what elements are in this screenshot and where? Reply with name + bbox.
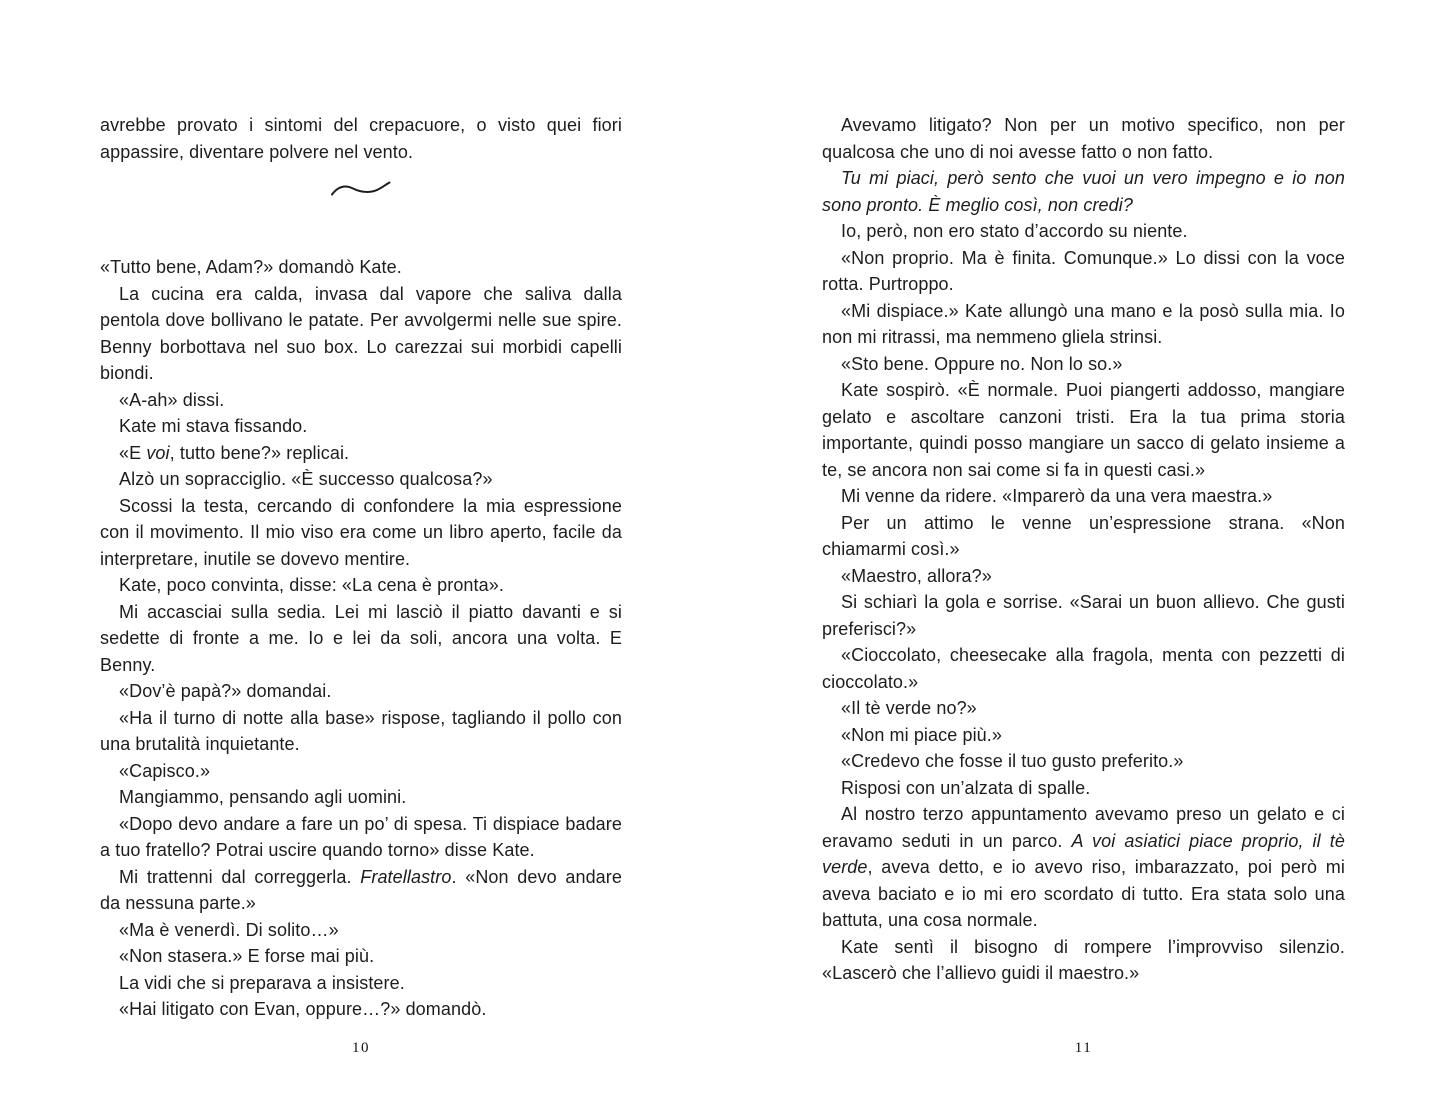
paragraph bbox=[822, 775, 1345, 802]
text-run: Kate sospirò. «È normale. Puoi piangerti addosso, mangiare gelato e ascoltare canzoni tristi. Era la tua prima storia importante, quindi posso mangiare un sacco di gelato insieme a te, se ancora non sai come si fa in questi casi.» bbox=[822, 380, 1345, 480]
paragraph bbox=[100, 864, 622, 917]
paragraph bbox=[822, 748, 1345, 775]
text-run: «Tutto bene, Adam?» domandò Kate. bbox=[100, 257, 402, 277]
text-run: «A-ah» dissi. bbox=[119, 389, 225, 410]
text-run: Avevamo litigato? Non per un motivo specifico, non per qualcosa che uno di noi avesse fatto o non fatto. bbox=[822, 115, 1345, 162]
text-run: Si schiarì la gola e sorrise. «Sarai un buon allievo. Che gusti preferisci?» bbox=[822, 592, 1345, 639]
text-run: «Dopo devo andare a fare un po’ di spesa. Ti dispiace badare a tuo fratello? Potrai uscire quando torno» disse Kate. bbox=[100, 813, 622, 860]
text-run: «E bbox=[119, 442, 147, 463]
paragraph bbox=[100, 493, 622, 573]
text-run: Mi accasciai sulla sedia. Lei mi lasciò il piatto davanti e si sedette di fronte a me. Io e lei da soli, ancora una volta. E Benny. bbox=[100, 601, 622, 675]
paragraph bbox=[100, 678, 622, 705]
text-run: «Il tè verde no?» bbox=[841, 698, 977, 718]
paragraph bbox=[100, 784, 622, 811]
text-run: La cucina era calda, invasa dal vapore che saliva dalla pentola dove bollivano le patate. Per avvolgermi nelle sue spire. Benny borbottava nel suo box. Lo carezzai sui morbidi capelli biondi. bbox=[100, 283, 622, 383]
text-run: Alzò un sopracciglio. «È successo qualcosa?» bbox=[119, 469, 493, 489]
text-run: Mangiammo, pensando agli uomini. bbox=[119, 787, 407, 807]
text-run: «Hai litigato con Evan, oppure…?» domandò. bbox=[119, 999, 487, 1019]
right-page-text bbox=[822, 112, 1345, 987]
text-run: «Dov’è papà?» domandai. bbox=[119, 681, 332, 701]
paragraph bbox=[822, 589, 1345, 642]
text-run: , tutto bene?» replicai. bbox=[169, 442, 350, 463]
paragraph bbox=[100, 943, 622, 970]
text-run: «Non mi piace più.» bbox=[841, 724, 1002, 745]
paragraph bbox=[100, 758, 622, 785]
paragraph bbox=[100, 281, 622, 387]
paragraph bbox=[822, 377, 1345, 483]
text-run: «Ha il turno di notte alla base» rispose, tagliando il pollo con una brutalità inquietante. bbox=[100, 707, 622, 754]
paragraph bbox=[822, 351, 1345, 378]
text-run: Per un attimo le venne un’espressione strana. «Non chiamarmi così.» bbox=[822, 512, 1345, 559]
left-page-text bbox=[100, 112, 622, 1023]
text-run: «Sto bene. Oppure no. Non lo so.» bbox=[841, 353, 1123, 374]
text-run: . «Non devo andare da nessuna parte.» bbox=[100, 866, 622, 913]
scene-break-divider bbox=[100, 165, 622, 254]
text-run: Mi trattenni dal correggerla. bbox=[119, 866, 361, 887]
paragraph bbox=[100, 387, 622, 414]
text-run: Kate, poco convinta, disse: «La cena è pronta». bbox=[119, 575, 504, 595]
paragraph bbox=[822, 934, 1345, 987]
paragraph bbox=[100, 705, 622, 758]
paragraph bbox=[822, 165, 1345, 218]
text-run: Al nostro terzo appuntamento avevamo preso un gelato e ci eravamo seduti in un parco. bbox=[822, 804, 1345, 851]
text-run: Risposi con un’alzata di spalle. bbox=[841, 777, 1091, 798]
italic-text-run: Fratellastro bbox=[360, 866, 452, 887]
paragraph bbox=[100, 970, 622, 997]
page-number-right: 11 bbox=[1074, 1040, 1093, 1056]
paragraph bbox=[822, 801, 1345, 934]
text-run: «Capisco.» bbox=[119, 760, 211, 781]
text-run: Kate sentì il bisogno di rompere l’improvviso silenzio. «Lascerò che l’allievo guidi il maestro.» bbox=[822, 936, 1345, 983]
paragraph bbox=[822, 563, 1345, 590]
paragraph bbox=[822, 510, 1345, 563]
italic-text-run: A voi asiatici piace proprio, il tè verde bbox=[822, 830, 1345, 877]
paragraph bbox=[100, 466, 622, 493]
paragraph bbox=[822, 218, 1345, 245]
italic-text-run: Tu mi piaci, però sento che vuoi un vero impegno e io non sono pronto. È meglio così, non credi? bbox=[822, 168, 1345, 215]
text-run: , aveva detto, e io avevo riso, imbarazzato, poi però mi aveva baciato e io mi ero scordato di tutto. Era stata solo una battuta, una cosa normale. bbox=[822, 857, 1345, 930]
text-run: Kate mi stava fissando. bbox=[119, 416, 308, 436]
text-run: «Non stasera.» E forse mai più. bbox=[119, 946, 375, 966]
paragraph bbox=[822, 483, 1345, 510]
paragraph bbox=[100, 917, 622, 944]
paragraph bbox=[100, 599, 622, 679]
text-run: «Non proprio. Ma è finita. Comunque.» Lo dissi con la voce rotta. Purtroppo. bbox=[822, 247, 1345, 294]
paragraph bbox=[100, 440, 622, 467]
text-run: «Credevo che fosse il tuo gusto preferito.» bbox=[841, 751, 1184, 771]
paragraph bbox=[100, 254, 622, 281]
text-run: «Cioccolato, cheesecake alla fragola, menta con pezzetti di cioccolato.» bbox=[822, 645, 1345, 692]
text-run: Io, però, non ero stato d’accordo su niente. bbox=[841, 221, 1188, 241]
text-run: «Maestro, allora?» bbox=[841, 565, 992, 586]
paragraph bbox=[100, 112, 622, 165]
text-run: Mi venne da ridere. «Imparerò da una vera maestra.» bbox=[841, 486, 1273, 506]
paragraph bbox=[100, 996, 622, 1023]
paragraph bbox=[822, 245, 1345, 298]
paragraph bbox=[100, 413, 622, 440]
page-number-left: 10 bbox=[352, 1040, 370, 1056]
paragraph bbox=[822, 722, 1345, 749]
paragraph bbox=[822, 642, 1345, 695]
text-run: Scossi la testa, cercando di confondere la mia espressione con il movimento. Il mio viso era come un libro aperto, facile da interpretare, inutile se dovevo mentire. bbox=[100, 495, 622, 569]
tilde-icon bbox=[330, 181, 392, 199]
paragraph bbox=[100, 811, 622, 864]
paragraph bbox=[822, 112, 1345, 165]
paragraph bbox=[822, 298, 1345, 351]
paragraph bbox=[822, 695, 1345, 722]
text-run: La vidi che si preparava a insistere. bbox=[119, 972, 405, 993]
paragraph bbox=[100, 572, 622, 599]
italic-text-run: voi bbox=[146, 442, 170, 463]
text-run: «Ma è venerdì. Di solito…» bbox=[119, 919, 339, 940]
text-run: avrebbe provato i sintomi del crepacuore, o visto quei fiori appassire, diventare polvere nel vento. bbox=[100, 115, 622, 162]
text-run: «Mi dispiace.» Kate allungò una mano e la posò sulla mia. Io non mi ritrassi, ma nemmeno gliela strinsi. bbox=[822, 300, 1345, 347]
